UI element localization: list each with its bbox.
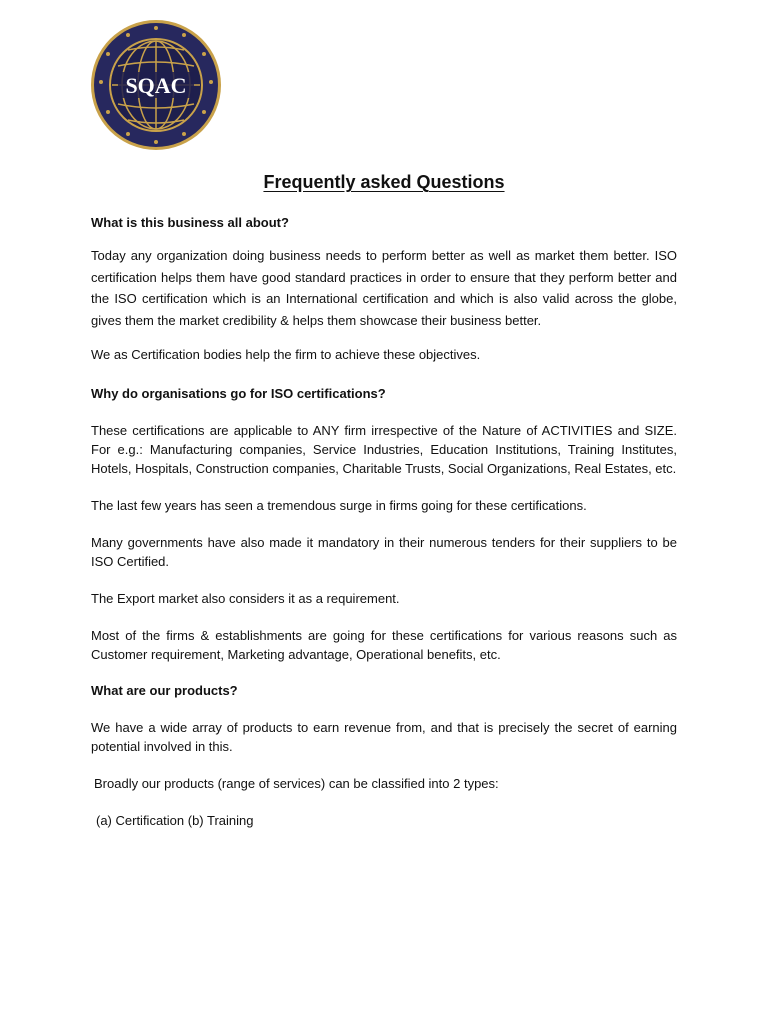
faq-content (91, 213, 677, 830)
answer-paragraph: Many governments have also made it mandatory in their numerous tenders for their suppliers to be ISO Certified. (91, 534, 677, 569)
sqac-logo (90, 16, 222, 154)
answer-paragraph: Broadly our products (range of services) can be classified into 2 types: (94, 775, 499, 791)
product-types: (a) Certification (b) Training (96, 812, 254, 828)
logo-text: SQAC (125, 73, 187, 98)
answer-paragraph: We as Certification bodies help the firm to achieve these objectives. (91, 346, 481, 362)
page-title: Frequently asked Questions (263, 172, 505, 192)
answer-paragraph: The Export market also considers it as a requirement. (91, 590, 400, 606)
question-heading: What is this business all about? (91, 215, 289, 230)
question-heading: What are our products? (91, 682, 238, 698)
answer-paragraph: Today any organization doing business needs to perform better as well as market them better. ISO certification helps them have good standard practices in order to ensure that they perform better and the ISO certification which is an International certification and which is also valid across the globe, gives them the market credibility & helps them showcase their business better. (91, 248, 677, 329)
answer-paragraph: These certifications are applicable to ANY firm irrespective of the Nature of ACTIVITIES and SIZE. For e.g.: Manufacturing companies, Service Industries, Education Institutions, Training Institutes, Hotels, Hospitals, Construction companies, Charitable Trusts, Social Organizations, Real Estates, etc. (91, 422, 677, 476)
answer-paragraph: Most of the firms & establishments are going for these certifications for various reasons such as Customer requirement, Marketing advantage, Operational benefits, etc. (91, 627, 677, 662)
answer-paragraph: We have a wide array of products to earn revenue from, and that is precisely the secret of earning potential involved in this. (91, 719, 677, 754)
globe-seal-icon (90, 16, 222, 154)
answer-paragraph: The last few years has seen a tremendous surge in firms going for these certifications. (91, 497, 587, 513)
question-heading: Why do organisations go for ISO certifications? (91, 385, 386, 401)
